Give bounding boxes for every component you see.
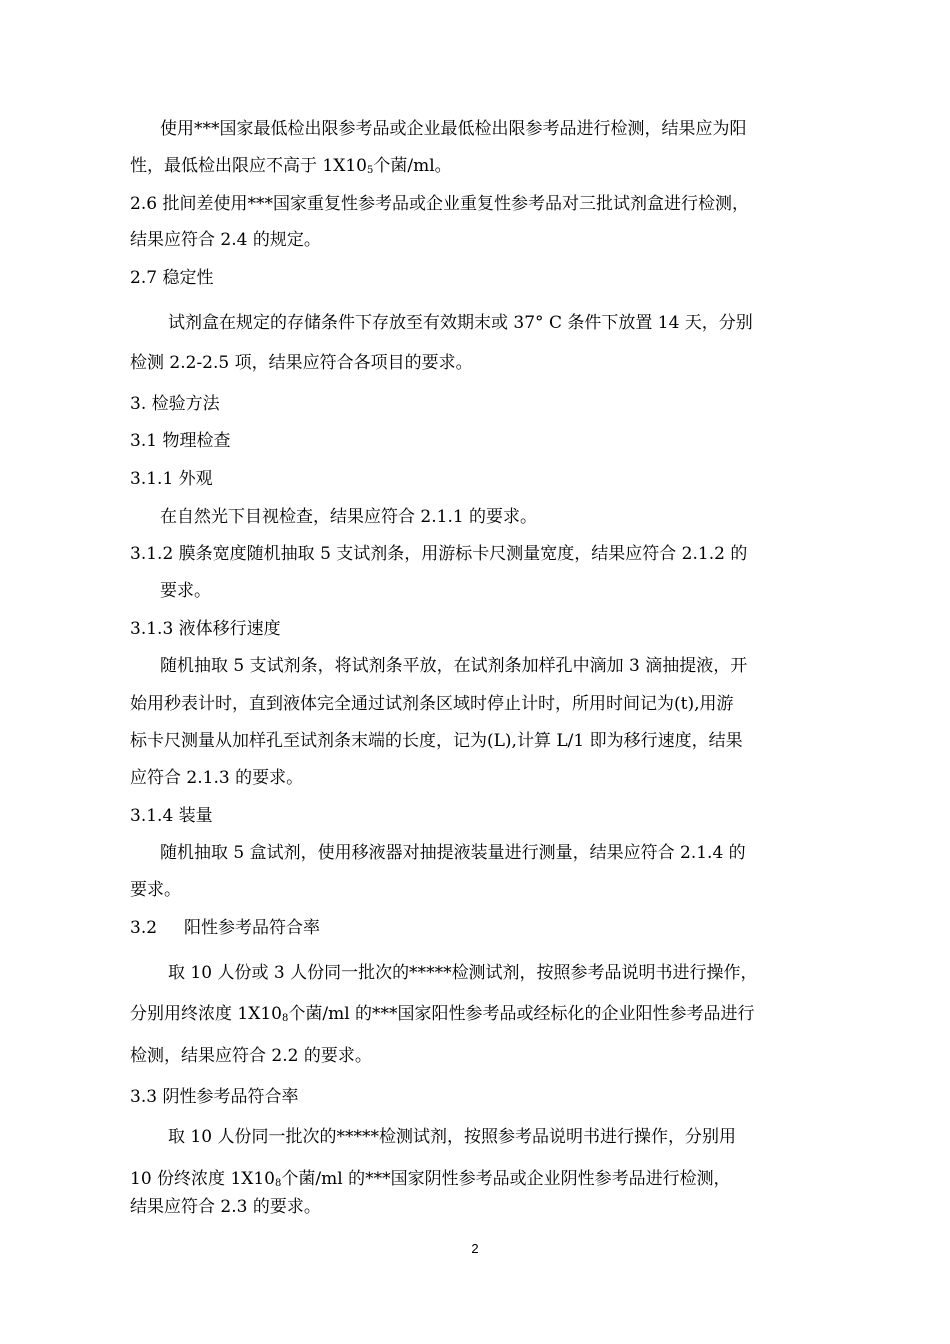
section-heading: 3.1 物理检查 bbox=[130, 431, 231, 451]
page-number: 2 bbox=[471, 1241, 479, 1256]
section-heading: 2.6 批间差使用***国家重复性参考品或企业重复性参考品对三批试剂盒进行检测， bbox=[130, 194, 749, 214]
text-span: 个菌/ml。 bbox=[373, 156, 452, 176]
text-line: 要求。 bbox=[130, 880, 181, 900]
text-line: 随机抽取 5 支试剂条，将试剂条平放，在试剂条加样孔中滴加 3 滴抽提液，开 bbox=[160, 656, 748, 676]
text-line: 在自然光下目视检查，结果应符合 2.1.1 的要求。 bbox=[160, 507, 538, 527]
section-heading: 3.3 阴性参考品符合率 bbox=[130, 1087, 299, 1107]
text-line: 取 10 人份同一批次的*****检测试剂，按照参考品说明书进行操作，分别用 bbox=[168, 1127, 736, 1147]
section-heading: 3. 检验方法 bbox=[130, 394, 220, 414]
text-line: 始用秒表计时，直到液体完全通过试剂条区域时停止计时，所用时间记为(t),用游 bbox=[130, 694, 734, 714]
text-line: 标卡尺测量从加样孔至试剂条末端的长度，记为(L),计算 L/1 即为移行速度，结果 bbox=[130, 731, 743, 751]
text-line: 结果应符合 2.3 的要求。 bbox=[130, 1197, 321, 1217]
text-span: 个菌/ml 的***国家阴性参考品或企业阴性参考品进行检测， bbox=[281, 1169, 731, 1189]
text-line: 检测，结果应符合 2.2 的要求。 bbox=[130, 1046, 372, 1066]
exponent: 8 bbox=[275, 1178, 282, 1189]
text-line: 使用***国家最低检出限参考品或企业最低检出限参考品进行检测，结果应为阳 bbox=[160, 119, 747, 139]
text-span: 性，最低检出限应不高于 1X10 bbox=[130, 156, 367, 176]
exponent: 5 bbox=[366, 165, 374, 176]
text-line: 随机抽取 5 盒试剂，使用移液器对抽提液装量进行测量，结果应符合 2.1.4 的 bbox=[160, 843, 746, 863]
text-line: 要求。 bbox=[160, 581, 211, 601]
text-line bbox=[130, 1004, 755, 1029]
text-span: 分别用终浓度 1X10 bbox=[130, 1004, 282, 1024]
section-heading: 3.1.3 液体移行速度 bbox=[130, 619, 281, 639]
section-heading: 2.7 稳定性 bbox=[130, 268, 214, 288]
text-line bbox=[130, 1169, 731, 1194]
exponent: 8 bbox=[281, 1013, 289, 1024]
text-line: 结果应符合 2.4 的规定。 bbox=[130, 230, 321, 250]
text-line: 应符合 2.1.3 的要求。 bbox=[130, 768, 304, 788]
text-line bbox=[130, 156, 452, 181]
section-heading: 3.1.2 膜条宽度随机抽取 5 支试剂条，用游标卡尺测量宽度，结果应符合 2.1.2 的 bbox=[130, 544, 748, 564]
section-heading: 3.1.1 外观 bbox=[130, 469, 213, 489]
section-heading: 3.1.4 装量 bbox=[130, 806, 213, 826]
text-line: 取 10 人份或 3 人份同一批次的*****检测试剂，按照参考品说明书进行操作， bbox=[168, 963, 758, 983]
text-line: 试剂盒在规定的存储条件下存放至有效期末或 37° C 条件下放置 14 天，分别 bbox=[168, 313, 753, 333]
text-span: 10 份终浓度 1X10 bbox=[130, 1169, 275, 1189]
text-line: 检测 2.2-2.5 项，结果应符合各项目的要求。 bbox=[130, 353, 473, 373]
section-heading: 3.2 阳性参考品符合率 bbox=[130, 918, 321, 938]
text-span: 个菌/ml 的***国家阳性参考品或经标化的企业阳性参考品进行 bbox=[288, 1004, 755, 1024]
